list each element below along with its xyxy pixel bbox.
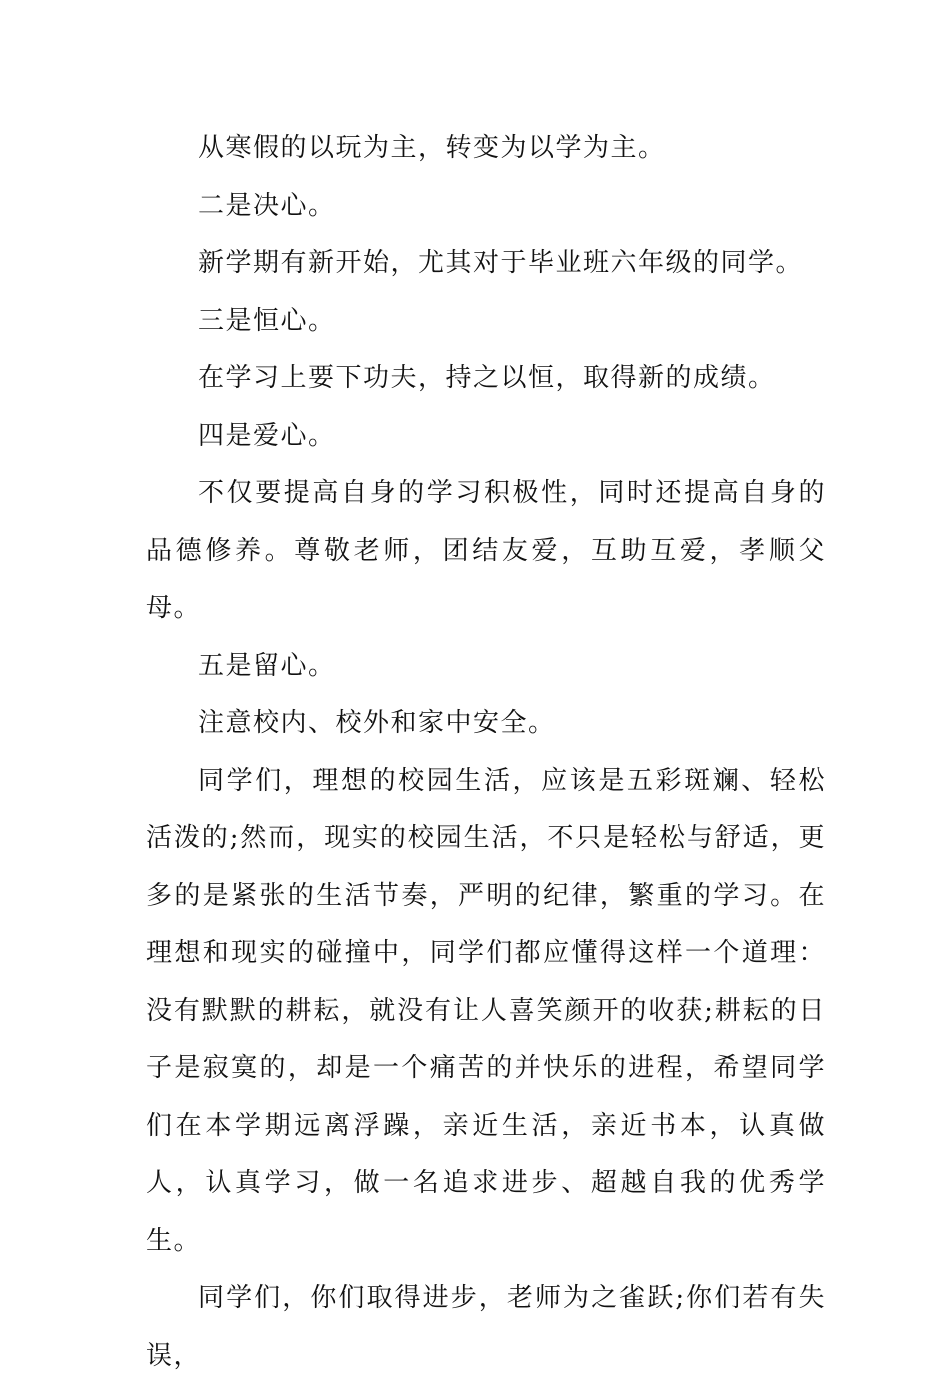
paragraph: 三是恒心。 [198,305,336,336]
paragraph: 不仅要提高自身的学习积极性，同时还提高自身的品德修养。尊敬老师，团结友爱，互助互爱，孝顺父母。 [146,478,826,623]
document-body [146,120,826,1385]
paragraph: 在学习上要下功夫，持之以恒，取得新的成绩。 [198,363,776,393]
paragraph: 二是决心。 [198,190,336,221]
paragraph: 同学们，理想的校园生活，应该是五彩斑斓、轻松活泼的;然而，现实的校园生活，不只是轻松与舒适，更多的是紧张的生活节奏，严明的纪律，繁重的学习。在理想和现实的碰撞中，同学们都应懂得这样一个道理：没有默默的耕耘，就没有让人喜笑颜开的收获;耕耘的日子是寂寞的，却是一个痛苦的并快乐的进程，希望同学们在本学期远离浮躁，亲近生活，亲近书本，认真做人，认真学习，做一名追求进步、超越自我的优秀学生。 [146,765,826,1256]
paragraph: 新学期有新开始，尤其对于毕业班六年级的同学。 [198,248,804,278]
paragraph: 四是爱心。 [198,420,336,451]
paragraph: 同学们，你们取得进步，老师为之雀跃;你们若有失误， [146,1283,826,1371]
paragraph: 注意校内、校外和家中安全。 [198,708,556,738]
paragraph: 五是留心。 [198,650,336,681]
paragraph: 从寒假的以玩为主，转变为以学为主。 [198,133,666,163]
